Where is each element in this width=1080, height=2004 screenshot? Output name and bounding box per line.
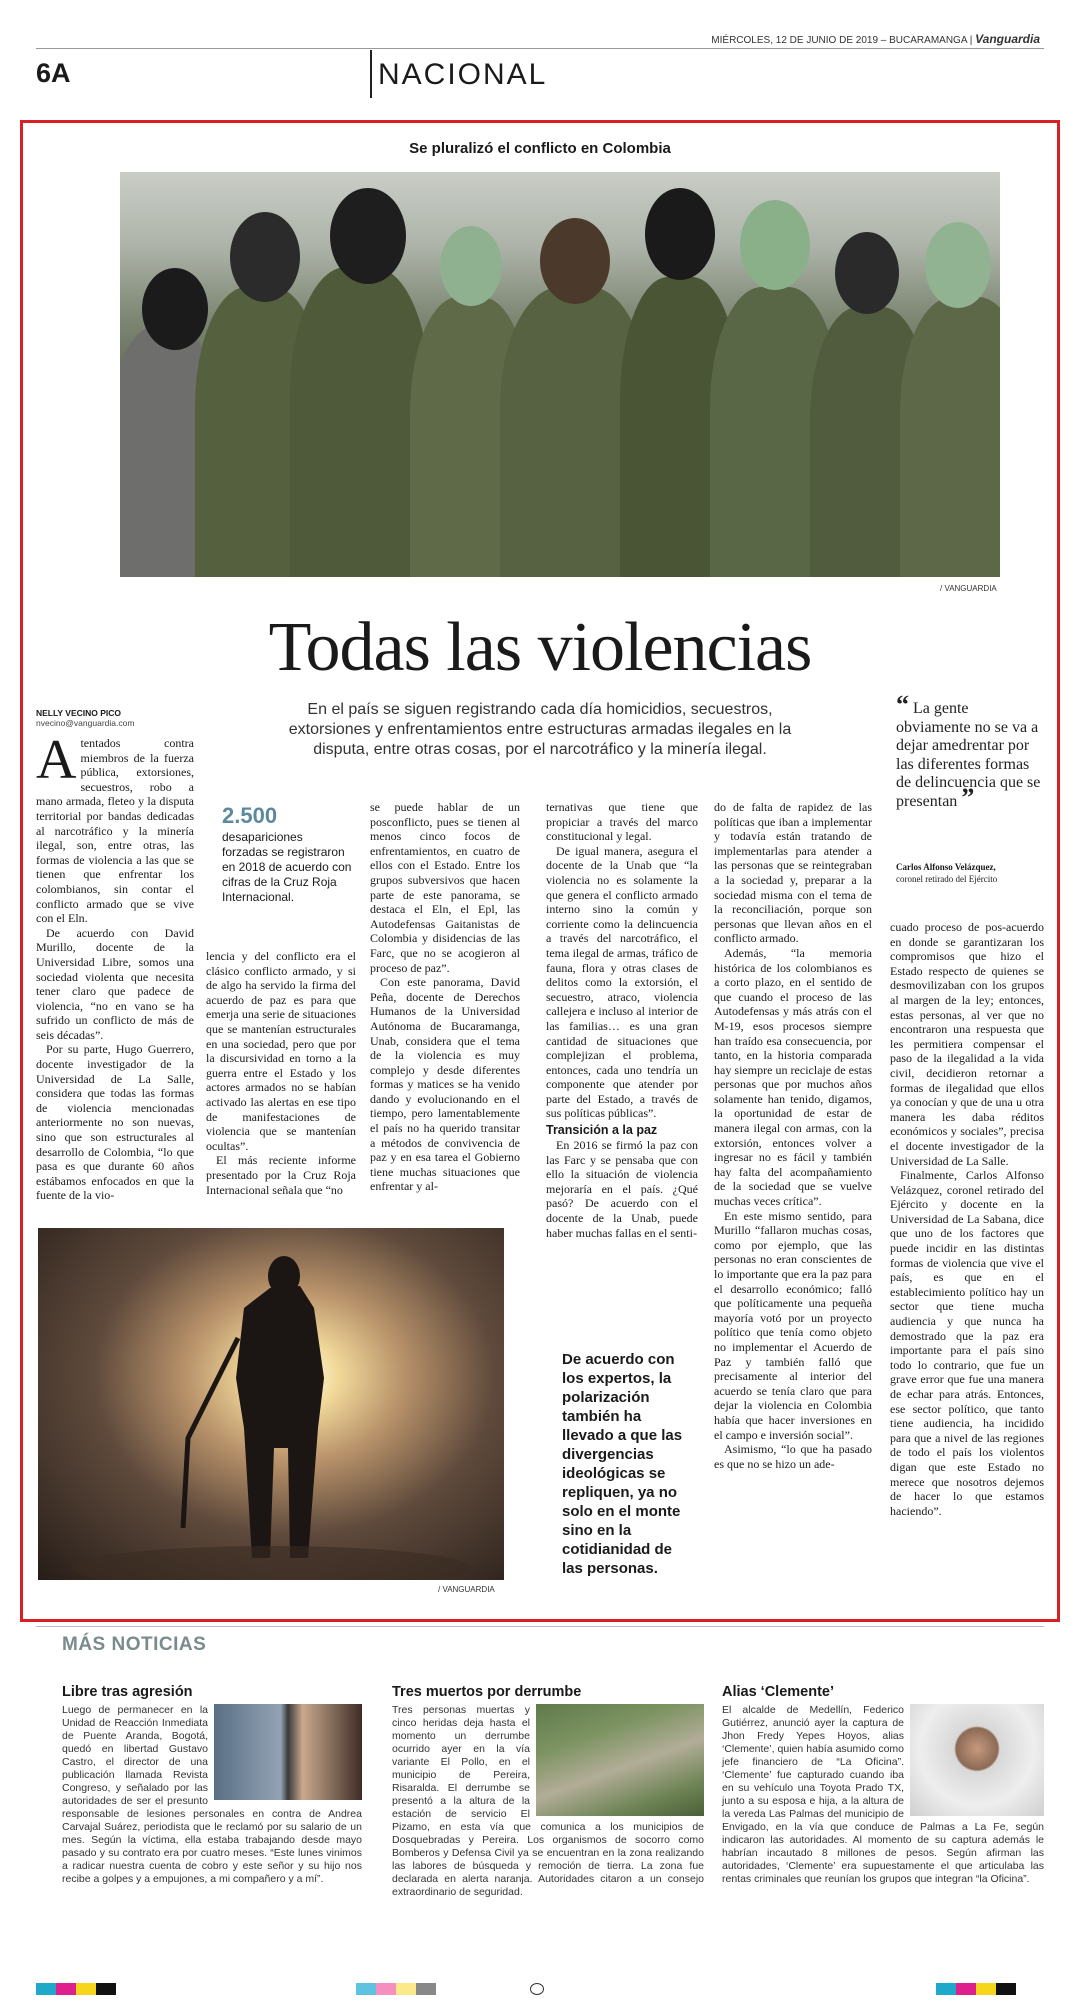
paragraph: tentados contra miembros de la fuerza pública, extorsiones, secuestros, robo a mano armada, fleteo y la disputa territorial por bandas dedicadas al narcotráfico y la minería ilegal, son, entre otras, las formas de violencia a las que se tienen que enfrentar los colombianos, sin contar el conflicto armado que se vive con el Eln.	[36, 736, 194, 926]
news-headline[interactable]: Libre tras agresión	[62, 1684, 193, 1700]
news-body: Luego de permanecer en la Unidad de Reacción Inmediata de Puente Aranda, Bogotá, quedó en libertad Gustavo Castro, el director de una publicación llamada Revista Congreso, y señalado por las autoridades de ser el presunto responsable de lesiones personales en contra de Andrea Carvajal Suárez, periodista que le reclamó por su salario de un mes. Según la víctima, ella estaba trabajando desde mayo pasado y su contrato era por cuatro meses. “Este lunes vinimos a radicar nuestra cuenta de cobro y este señor y su hijo nos recibe a golpes y a empujones, a mi compañero y a mí”.	[62, 1704, 362, 1885]
figure-head	[230, 212, 300, 302]
column-4	[546, 800, 698, 1240]
quote-author: Carlos Alfonso Velázquez,	[896, 862, 996, 872]
color-swatch	[396, 1983, 416, 1995]
photo-credit: / VANGUARDIA	[438, 1585, 495, 1594]
news-photo[interactable]	[214, 1704, 362, 1800]
news-photo[interactable]	[910, 1704, 1044, 1816]
paragraph: ternativas que tiene que propiciar a través del marco constitucional y legal.	[546, 800, 698, 844]
paragraph: Finalmente, Carlos Alfonso Velázquez, coronel retirado del Ejército y docente en la Universidad de La Sabana, dice que uno de los factores que puede incidir en las distintas formas de violencia que vive el país, es que en el establecimiento político hay un sector que tiene mucha audiencia y que nunca ha demostrado que la paz era importante para el país sino todo lo contrario, que fue un grave error que fue una manera de echar para atrás. Entonces, ese sector político, que tanto tiene audiencia, ha incidido para que a nivel de las regiones de todo el país los violentos digan que este Estado no merece que nosotros dejemos de hacer lo que estamos haciendo”.	[890, 1168, 1044, 1518]
figure-head	[142, 268, 208, 350]
section-title: NACIONAL	[378, 58, 548, 91]
paragraph: se puede hablar de un posconflicto, pues se tienen al menos cinco focos de enfrentamientos, en cuatro de ellos con el Estado. Entre los grupos subversivos que hacen parte de este panorama, se destaca el Eln, el Epl, las Autodefensas Gaitanistas de Colombia y disidencias de las Farc, que no se acogieron al proceso de paz”.	[370, 800, 520, 975]
headline: Todas las violencias	[268, 609, 812, 686]
paragraph: Asimismo, “lo que ha pasado es que no se hizo un ade-	[714, 1442, 872, 1471]
news-headline[interactable]: Tres muertos por derrumbe	[392, 1684, 582, 1700]
dateline	[711, 32, 1040, 46]
date-text: MIÉRCOLES, 12 DE JUNIO DE 2019 – BUCARAMANGA |	[711, 35, 973, 46]
page-number: 6A	[36, 58, 71, 88]
news-text	[62, 1704, 362, 1886]
news-body: Los organismos de socorro como Bomberos y Defensa Civil ya se encuentran en la zona realizando las labores de búsqueda y remoción de tierra. La zona fue declarada en alerta naranja. Autoridades citaron a un consejo extraordinario de seguridad.	[392, 1834, 705, 1898]
more-news-rule	[36, 1626, 1044, 1627]
hero-photo[interactable]	[120, 172, 1000, 577]
paragraph: De acuerdo con David Murillo, docente de la Universidad Libre, somos una sociedad violenta que necesita tener claro que padece de violencia, “no en vano se ha sufrido un conflicto de más de seis décadas”.	[36, 925, 194, 1042]
quote	[896, 690, 1046, 812]
paragraph: En este mismo sentido, para Murillo “fallaron muchas cosas, como por ejemplo, que las personas no eran conscientes de lo importante que era la paz para el desarrollo económico; falló que políticamente una pequeña mayoría votó por un proyecto político que tenía como objeto no implementar el Acuerdo de Paz y también falló que precisamente al interior del acuerdo se tenía claro que para dejar la violencia en Colombia había que hacer inversiones en el campo e inversión social”.	[714, 1208, 872, 1442]
article-kicker: Se pluralizó el conflicto en Colombia	[409, 140, 671, 157]
figure-head	[835, 232, 899, 314]
news-text	[722, 1704, 1044, 1886]
paragraph: cuado proceso de pos-acuerdo en donde se garantizaran los compromisos que hizo el Estado respecto de quienes se desmovilizaban con los grupos al margen de la ley; entonces, estas personas, al ver que no encontraron una respuesta que les permitiera compensar el paso de la ilegalidad a la vida civil, decidieron retornar a formas de ilegalidad que ellos ya conocían y que de una u otra manera les daba réditos económicos y sociales”, precisa el docente investigador de la Universidad de La Salle.	[890, 920, 1044, 1168]
brand-logo: Vanguardia	[975, 32, 1040, 46]
quote-text: La gente obviamente no se va a dejar amedrentar por las diferentes formas de delincuencia que se presentan	[896, 700, 1041, 810]
header-rule	[36, 48, 1044, 49]
deck: En el país se siguen registrando cada día homicidios, secuestros, extorsiones y enfrentamientos entre estructuras armadas ilegales en la disputa, entre otras cosas, por el narcotráfico y la minería ilegal.	[288, 701, 792, 758]
byline: NELLY VECINO PICO	[36, 708, 122, 718]
stat-number: 2.500	[222, 803, 278, 828]
paragraph: El más reciente informe presentado por la Cruz Roja Internacional señala que “no	[206, 1153, 356, 1197]
paragraph: lencia y del conflicto era el clásico conflicto armado, y si de algo ha servido la firma del acuerdo de paz es para que emerja una serie de situaciones que se mantenían estructurales en una sociedad, pero que por la discursividad en torno a la guerra entre el Estado y los actores armados no se habían activado las alertas en ese tipo de manifestaciones de violencia que se mantenían ocultas”.	[206, 949, 356, 1153]
column-2	[206, 949, 356, 1197]
drop-cap: A	[36, 729, 77, 791]
figure-head	[740, 200, 810, 290]
photo-credit: / VANGUARDIA	[940, 584, 997, 593]
quote-role: coronel retirado del Ejército	[896, 874, 998, 884]
news-body: ‘Clemente’ fue capturado cuando iba en su vehículo una Toyota Prado TX, junto a su esposa e hija, a la altura de la vereda Las Palmas del municipio de Envigado, en la vía que conduce de Palmas a La Fe, según indicaron las autoridades. Al momento de su captura además le habrían incautado 8 millones de pesos. Según afirman las autoridades, ‘Clemente’ era supuestamente el que articulaba las rentas criminales que reunían los grupos que integran “la Oficina”.	[722, 1769, 1044, 1885]
silhouette-figure	[38, 1228, 504, 1580]
news-headline[interactable]: Alias ‘Clemente’	[722, 1684, 835, 1700]
color-swatch	[96, 1983, 116, 1995]
color-swatch	[976, 1983, 996, 1995]
news-body: Tres personas muertas y cinco heridas deja hasta el momento un derrumbe ocurrido ayer en la vía variante El Pollo, en el municipio de Pereira, Risaralda.	[392, 1704, 530, 1794]
color-swatch	[56, 1983, 76, 1995]
paragraph: do de falta de rapidez de las políticas que iban a implementar y todavía están tratando de implementarlas para atender a las personas que se reintegraban a la sociedad y, preparar a la sociedad misma con el tema de la reconciliación, porque son personas que llevan años en el conflicto armado.	[714, 800, 872, 946]
figure-head	[540, 218, 610, 304]
figure-head	[440, 226, 502, 306]
figure-head	[925, 222, 991, 308]
section-divider	[370, 50, 372, 98]
color-swatch	[416, 1983, 436, 1995]
paragraph: Por su parte, Hugo Guerrero, docente investigador de la Universidad de La Salle, considera que todas las formas de violencia mencionadas anteriormente no son nuevas, sino que son estructurales al desarrollo de Colombia, “lo que pasa es que durante 60 años estábamos enfocados en que la fuente de la vio-	[36, 1042, 194, 1203]
color-swatch	[936, 1983, 956, 1995]
more-news-title: MÁS NOTICIAS	[62, 1634, 207, 1655]
figure-head	[645, 188, 715, 280]
registration-mark-icon	[530, 1983, 544, 1995]
subhead: Transición a la paz	[546, 1123, 658, 1138]
news-body: El derrumbe se presentó a la altura de la estación de servicio El Pizamo, en esta vía que comunica a los municipios de Dosquebradas y Pereira.	[392, 1782, 704, 1846]
color-swatch	[996, 1983, 1016, 1995]
column-3	[370, 800, 520, 1194]
column-1	[36, 729, 194, 1203]
paragraph: Además, “la memoria histórica de los colombianos es a corto plazo, en el sentido de que cuando el proceso de las Autodefensas y más atrás con el M-19, esos procesos siempre han traído esa consecuencia, por tanto, en la historia comparada hay siempre un reciclaje de estas personas que por muchos años solamente han tenido, digamos, la oportunidad de estar de manera ilegal con armas, con la extorsión, entonces volver a ingresar no es fácil y también hay falta del acompañamiento de la sociedad que se vuelve muchas veces crítica”.	[714, 945, 872, 1209]
silhouette-photo[interactable]	[38, 1228, 504, 1580]
color-swatch	[956, 1983, 976, 1995]
column-6	[890, 920, 1044, 1518]
news-body: El alcalde de Medellín, Federico Gutiérrez, anunció ayer la captura de Jhon Fredy Yepes Hoyos, alias ‘Clemente’, quien había asumido como jefe financiero de “La Oficina”.	[722, 1704, 904, 1768]
stat-text: desapariciones forzadas se registraron en 2018 de acuerdo con cifras de la Cruz Roja Internacional.	[222, 830, 352, 904]
color-swatch	[356, 1983, 376, 1995]
figure-head	[330, 188, 406, 284]
paragraph: En 2016 se firmó la paz con las Farc y se pensaba que con ello la situación de violencia mejoraría en el país. ¿Qué pasó? De acuerdo con el docente de la Unab, puede haber muchas fallas en el senti-	[546, 1138, 698, 1240]
figure	[900, 297, 1000, 577]
open-quote-icon: “	[896, 690, 909, 719]
figure	[290, 267, 430, 577]
paragraph: De igual manera, asegura el docente de la Unab que “la violencia no es solamente la que genera el conflicto armado interno sino la común y corriente como la delincuencia a través del narcotráfico, el tema ilegal de armas, tráfico de fauna, flora y otras clases de delitos como la extorsión, el secuestro, atraco, violencia callejera e incluso al interior de las familias… es una gran cantidad de situaciones que complejizan el problema, entonces, cada uno tendría un componente que atender por parte del Estado, a través de sus políticas públicas”.	[546, 843, 698, 1121]
close-quote-icon: ”	[961, 782, 975, 812]
byline-email[interactable]: nvecino@vanguardia.com	[36, 718, 135, 728]
news-text	[392, 1704, 704, 1899]
paragraph: Con este panorama, David Peña, docente de Derechos Humanos de la Universidad Autónoma de Bucaramanga, Unab, considera que el tema de la violencia es muy complejo y desde diferentes formas y matices se ha venido dando y evolucionando en el tiempo, pero lamentablemente el país no ha querido transitar a métodos de convivencia de paz y en esa tarea el Gobierno tiene muchas situaciones que enfrentar y al-	[370, 975, 520, 1194]
color-swatch	[36, 1983, 56, 1995]
pull-quote: De acuerdo con los expertos, la polarización también ha llevado a que las divergencias ideológicas se repliquen, ya no solo en el monte sino en la cotidianidad de las personas.	[562, 1351, 683, 1577]
news-photo[interactable]	[536, 1704, 704, 1816]
color-swatch	[76, 1983, 96, 1995]
color-registration-bar	[36, 1983, 1044, 1995]
color-swatch	[376, 1983, 396, 1995]
column-5	[714, 800, 872, 1471]
